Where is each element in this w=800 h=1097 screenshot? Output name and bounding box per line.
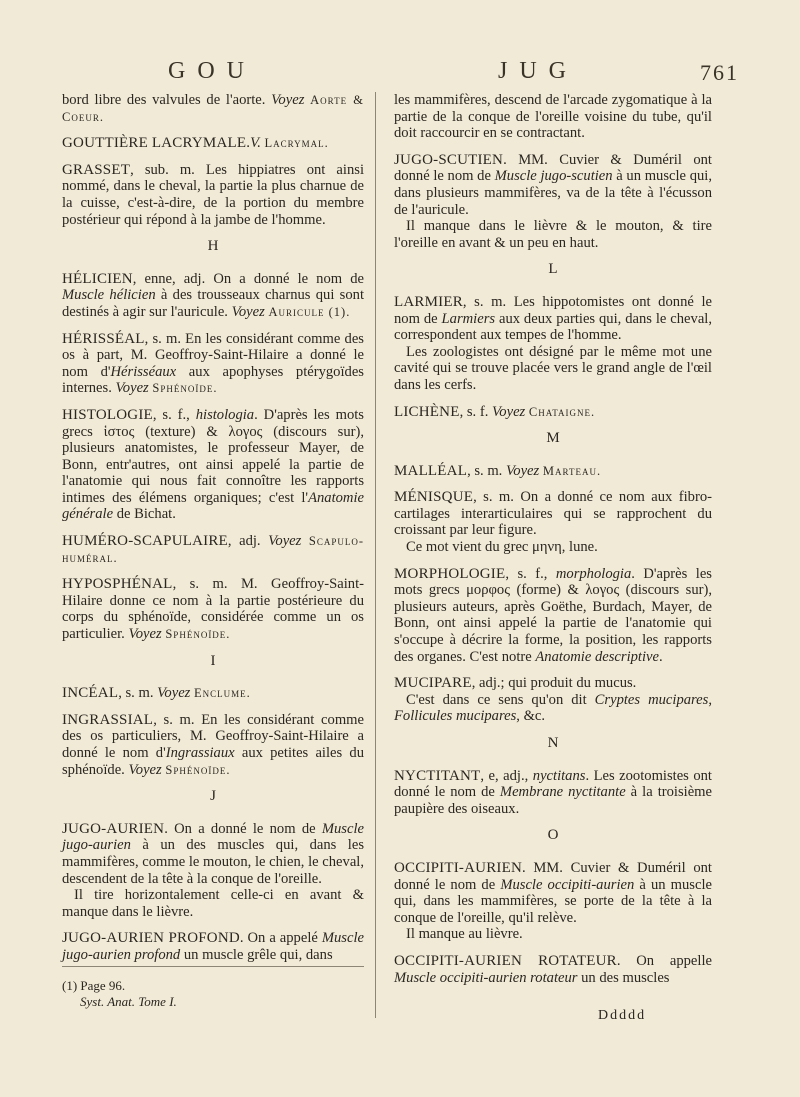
left-column: [62, 92, 364, 974]
cross-reference: Sphénoïde.: [165, 762, 231, 777]
entry-paragraph: Il manque dans le lièvre & le mouton, & tire l'oreille en avant & un peu en haut.: [394, 218, 712, 251]
entry-text: ,: [708, 691, 712, 708]
entry-headword: NYCTITANT: [394, 767, 481, 784]
cross-reference: Aorte & Coeur.: [62, 93, 364, 124]
entry-headword: LICHÈNE: [394, 403, 460, 420]
entry-paragraph: Les zoologistes ont désigné par le même mot une cavité qui se trouve placée vers le grand angle de l'œil dans les cerfs.: [394, 343, 712, 393]
entry-term: Muscle occipiti-aurien: [500, 876, 635, 893]
entry-text: , s. m.: [118, 685, 158, 702]
entry-headword: JUGO-AURIEN PROFOND: [62, 930, 240, 947]
entry-term: Follicules mucipares: [394, 708, 517, 725]
entry-text: de Bichat.: [113, 506, 176, 523]
entry-headword: HÉRISSÉAL: [62, 330, 145, 347]
entry-headword: HYPOSPHÉNAL: [62, 576, 173, 593]
entry-paragraph: Il manque au lièvre.: [406, 926, 523, 943]
dictionary-entry: [62, 407, 364, 523]
entry-headword: OCCIPITI-AURIEN ROTATEUR: [394, 952, 617, 969]
entry-paragraph: Ce mot vient du grec μηνη, lune.: [406, 539, 598, 556]
dictionary-entry: [394, 860, 712, 943]
running-head-left: GOU: [168, 58, 256, 84]
see-also-marker: Voyez: [492, 403, 526, 420]
entry-text: , sub. m. Les hippiatres ont ainsi nommé, dans le cheval, la partie la plus charnue de la cuisse, c'est-à-dire, de la portion du membre postérieur qui répond à la jambe de l'homme.: [62, 161, 364, 228]
footnote: [62, 978, 177, 1010]
entry-headword: JUGO-AURIEN: [62, 820, 165, 837]
cross-reference: Chataigne.: [528, 404, 596, 419]
entry-headword: INGRASSIAL: [62, 711, 154, 728]
entry-text: . MM. Cuvier & Duméril ont donné le nom de: [394, 151, 712, 185]
section-letter: L: [548, 261, 558, 278]
entry-text: , e, adj.,: [480, 767, 533, 784]
entry-term: morphologia: [555, 565, 632, 582]
dictionary-entry: [394, 152, 712, 252]
dictionary-entry: [62, 930, 364, 963]
dictionary-entry: [394, 953, 712, 986]
dictionary-entry: [62, 92, 364, 125]
cross-reference: Auricule (1).: [268, 304, 351, 319]
entry-term: Muscle hélicien: [62, 287, 156, 304]
dictionary-entry: [62, 135, 364, 152]
entry-text: , s. m. M. Geoffroy-Saint-Hilaire donne ce nom à la partie postérieure du corps du sphénoïde, considérée comme un os particulier.: [62, 576, 364, 643]
entry-text: , adj.: [227, 533, 269, 550]
entry-text: un des muscles: [577, 969, 670, 986]
dictionary-entry: [394, 675, 712, 725]
entry-text: , s. f.,: [505, 565, 556, 582]
entry-text: , s. m. En les considérant comme des os particuliers, M. Geoffroy-Saint-Hilaire a donné le nom d': [62, 711, 364, 761]
entry-term: Muscle jugo-aurien: [62, 820, 364, 854]
entry-term: Anatomie générale: [62, 489, 364, 523]
entry-headword: JUGO-SCUTIEN: [394, 151, 504, 168]
footnote-reference: Syst. Anat. Tome I.: [80, 994, 177, 1009]
dictionary-entry: [394, 92, 712, 142]
dictionary-entry: [62, 821, 364, 921]
dictionary-entry: [394, 463, 712, 480]
dictionary-entry: [394, 294, 712, 394]
section-letter: H: [207, 238, 219, 255]
entry-headword: MALLÉAL: [394, 462, 468, 479]
entry-text: à un muscle qui, dans les mammifères, se porte de la tête à la conque de l'oreille, qu'il relève.: [394, 876, 712, 926]
dictionary-entry: [394, 768, 712, 818]
signature-mark: Ddddd: [598, 1008, 647, 1023]
entry-headword: OCCIPITI-AURIEN: [394, 859, 522, 876]
entry-text: , s. m.: [467, 462, 506, 479]
see-also-marker: Voyez: [268, 533, 302, 550]
entry-headword: GOUTTIÈRE LACRYMALE.: [62, 135, 251, 152]
entry-text: . Les zootomistes ont donné le nom de: [394, 767, 712, 801]
dictionary-entry: [394, 404, 712, 421]
see-also-marker: Voyez: [157, 685, 191, 702]
entry-text: , &c.: [516, 708, 546, 725]
cross-reference: Sphénoïde.: [165, 627, 231, 642]
entry-term: Cryptes mucipares: [594, 691, 709, 708]
entry-text: . D'après les mots grecs μορφος (forme) & λογος (discours sur), plusieurs auteurs, après Goëthe, Burdach, Mayer, de Bonn, ont ainsi appelé la partie de l'anatomie qui s'occupe à décrire la forme, la position, les rapports des organes. C'est notre: [394, 565, 712, 665]
see-also-marker: Voyez: [505, 462, 540, 479]
running-head-right: JUG: [498, 58, 579, 84]
entry-headword: MORPHOLOGIE: [394, 565, 506, 582]
entry-term: Membrane nyctitante: [499, 784, 626, 801]
see-also-marker: Voyez: [115, 380, 149, 397]
entry-text: , s. f.: [459, 403, 492, 420]
see-also-marker: Voyez: [128, 761, 162, 778]
entry-headword: MÉNISQUE: [394, 489, 474, 506]
section-letter: N: [547, 735, 559, 751]
cross-reference: Enclume.: [194, 686, 251, 701]
dictionary-entry: [62, 331, 364, 397]
entry-text: à la troisième paupière des oiseaux.: [394, 784, 712, 817]
entry-text: . On a appelé: [239, 930, 322, 947]
entry-term: Hérisséaux: [110, 363, 177, 380]
entry-text: . On a donné le nom de: [164, 820, 322, 837]
entry-term: Muscle occipiti-aurien rotateur: [394, 969, 578, 986]
entry-text: les mammifères, descend de l'arcade zygomatique à la partie de la conque de l'oreille voisine du tube, qu'il doit raccourcir en se contractant.: [394, 92, 712, 142]
section-letter: M: [546, 430, 560, 447]
entry-headword: MUCIPARE: [394, 675, 472, 692]
entry-text: .: [659, 648, 663, 665]
see-also-marker: V.: [250, 135, 261, 152]
dictionary-entry: [394, 566, 712, 666]
see-also-marker: Voyez: [271, 92, 305, 108]
page-number: 761: [700, 60, 739, 85]
dictionary-entry: [62, 576, 364, 642]
entry-text: aux deux parties qui, dans le cheval, correspondent aux tempes de l'homme.: [394, 310, 712, 344]
section-letter: O: [547, 827, 559, 844]
cross-reference: Marteau.: [542, 463, 602, 478]
cross-reference: Scapulo-huméral.: [62, 534, 364, 565]
entry-text: , s. f.,: [152, 406, 196, 423]
entry-term: Anatomie descriptive: [535, 648, 659, 665]
dictionary-entry: [62, 271, 364, 321]
section-letter: I: [210, 652, 216, 669]
entry-headword: HISTOLOGIE: [62, 406, 153, 423]
entry-text: . On appelle: [616, 952, 712, 969]
see-also-marker: Voyez: [231, 303, 265, 320]
entry-text: à un muscle qui, dans plusieurs mammifères, va de la tête à l'écusson de l'auricule.: [394, 168, 712, 218]
cross-reference: Lacrymal.: [264, 136, 329, 151]
entry-headword: LARMIER: [394, 293, 463, 310]
footnote-rule: [62, 966, 364, 967]
entry-text: un muscle grêle qui, dans: [180, 946, 333, 963]
entry-text: , s. m. En les considérant comme des os à part, M. Geoffroy-Saint-Hilaire a donné le nom d': [62, 330, 364, 380]
entry-term: Larmiers: [441, 310, 496, 327]
entry-paragraph: Il tire horizontalement celle-ci en avant & manque dans le lièvre.: [62, 887, 364, 920]
entry-paragraph: C'est dans ce sens qu'on dit Cryptes mucipares, Follicules mucipares, &c.: [394, 691, 712, 725]
entry-text: à des trousseaux charnus qui sont destinés à agir sur l'auricule.: [62, 287, 364, 320]
entry-term: Muscle jugo-aurien profond: [62, 930, 364, 963]
right-column: [394, 92, 712, 996]
dictionary-entry: [62, 162, 364, 228]
entry-term: histologia: [195, 406, 255, 423]
entry-term: Muscle jugo-scutien: [494, 168, 613, 185]
entry-text: . MM. Cuvier & Duméril ont donné le nom de: [394, 859, 712, 893]
entry-term: nyctitans: [532, 767, 586, 784]
section-letter: J: [210, 788, 216, 805]
entry-headword: HÉLICIEN: [62, 270, 133, 287]
dictionary-entry: [62, 712, 364, 778]
dictionary-entry: [62, 533, 364, 566]
see-also-marker: Voyez: [128, 626, 162, 643]
dictionary-entry: [394, 489, 712, 555]
entry-text: , enne, adj. On a donné le nom de: [132, 270, 364, 287]
entry-headword: HUMÉRO-SCAPULAIRE: [62, 533, 228, 550]
entry-headword: GRASSET: [62, 161, 131, 178]
entry-text: , adj.; qui produit du mucus.: [471, 675, 637, 692]
entry-text: à un des muscles qui, dans les mammifères, comme le mouton, le chien, le cheval, descendent de la tête à la conque de l'oreille.: [62, 837, 364, 887]
column-divider: [375, 92, 376, 1018]
page-header: [0, 58, 800, 88]
entry-text: , s. m. Les hippotomistes ont donné le nom de: [394, 293, 712, 327]
entry-term: Ingrassiaux: [165, 745, 235, 761]
entry-text: bord libre des valvules de l'aorte.: [62, 92, 272, 108]
entry-text: aux apophyses ptérygoïdes internes.: [62, 363, 364, 397]
entry-text: . D'après les mots grecs ἱστος (texture) & λογος (discours sur), plusieurs anatomistes, le professeur Mayer, de Bonn, entr'autres, ont ainsi appelé la partie de l'anatomie qui nous fait connoître les rapports intimes des élémens organiques; c'est l': [62, 406, 364, 506]
dictionary-entry: [62, 685, 364, 702]
entry-text: , s. m. On a donné ce nom aux fibro-cartilages interarticulaires qui se rapprochent du croissant par leur figure.: [394, 489, 712, 539]
cross-reference: Sphénoïde.: [152, 381, 218, 396]
entry-text: aux petites ailes du sphénoïde.: [62, 745, 364, 778]
footnote-mark: (1) Page 96.: [62, 978, 126, 993]
entry-headword: INCÉAL: [62, 685, 119, 702]
